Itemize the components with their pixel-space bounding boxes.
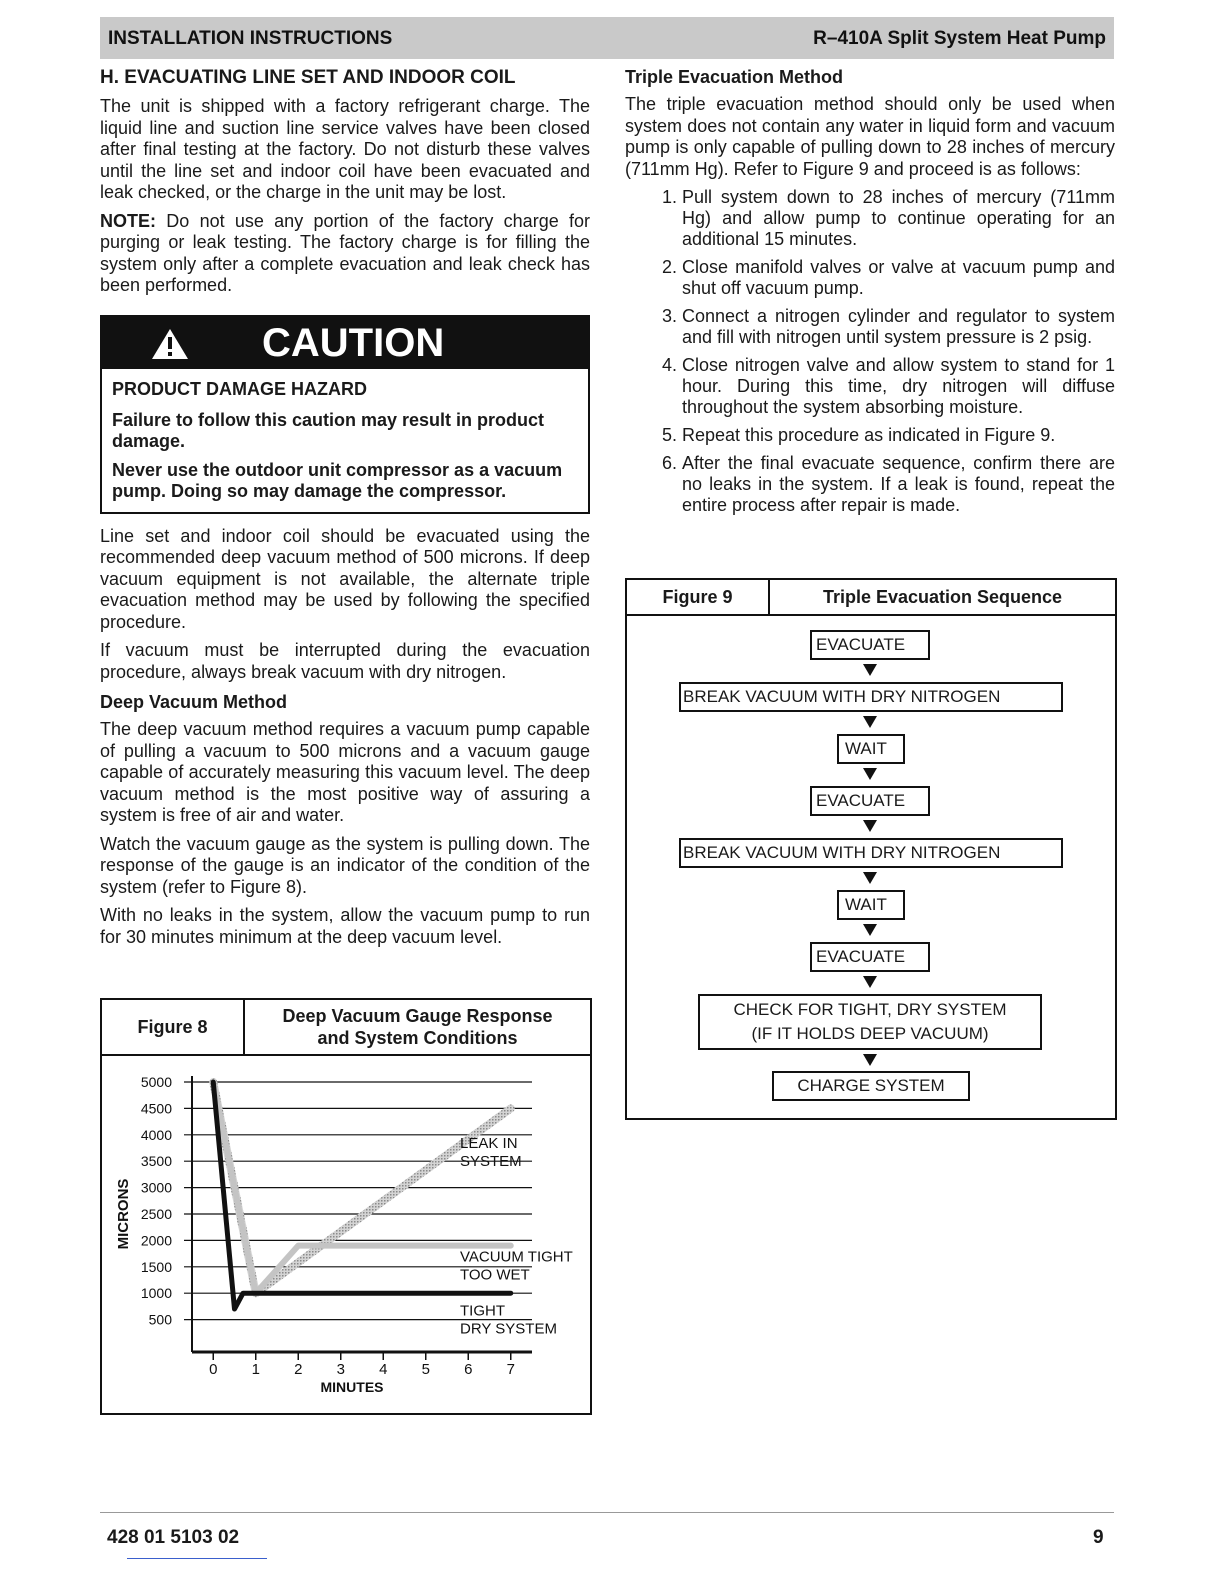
header-title: INSTALLATION INSTRUCTIONS xyxy=(108,28,393,49)
y-tick-label: 4000 xyxy=(140,1126,172,1143)
figure-9-header xyxy=(627,580,1115,616)
list-item: 1. Pull system down to 28 inches of mercury (711mm Hg) and allow pump to continue operating for an additional 15 minutes. xyxy=(682,187,1115,250)
figure-8-title xyxy=(245,1000,590,1054)
footer-divider xyxy=(100,1512,1114,1513)
arrow-down-icon xyxy=(863,872,877,884)
flow-step-wait: WAIT xyxy=(837,734,905,764)
y-tick-label: 2500 xyxy=(140,1206,172,1222)
series-label: LEAK IN xyxy=(460,1135,518,1152)
figure-8-title-line: and System Conditions xyxy=(317,1028,518,1048)
x-tick-label: 6 xyxy=(464,1361,473,1378)
note-label: NOTE: xyxy=(100,210,156,231)
warning-triangle-icon xyxy=(150,327,190,361)
section-title: H. EVACUATING LINE SET AND INDOOR COIL xyxy=(100,67,516,88)
flow-step-evacuate: EVACUATE xyxy=(810,630,930,660)
caution-hazard: PRODUCT DAMAGE HAZARD xyxy=(112,378,367,399)
flow-step-break-vacuum: BREAK VACUUM WITH DRY NITROGEN xyxy=(679,838,1063,868)
list-item: 6. After the final evacuate sequence, confirm there are no leaks in the system. If a leak is found, repeat the entire process after repair is made. xyxy=(682,453,1115,516)
y-tick-label: 5000 xyxy=(140,1074,172,1090)
figure-8-label: Figure 8 xyxy=(102,1000,245,1054)
figure-8 xyxy=(100,998,592,1415)
flow-step-evacuate: EVACUATE xyxy=(810,786,930,816)
x-tick-label: 4 xyxy=(379,1361,388,1378)
flow-step-charge: CHARGE SYSTEM xyxy=(772,1071,970,1101)
y-axis-label: MICRONS xyxy=(115,1178,132,1250)
note-text: Do not use any portion of the factory charge for purging or leak testing. The factory charge is for filling the system only after a complete evacuation and leak check has been performed. xyxy=(100,210,590,295)
header-bar xyxy=(100,17,1114,59)
arrow-down-icon xyxy=(863,1054,877,1066)
x-tick-label: 3 xyxy=(336,1361,345,1378)
paragraph: The triple evacuation method should only be used when system does not contain any water in liquid form and vacuum pump is only capable of pulling down to 28 inches of mercury (711mm Hg). Refer to Figure 9 and proceed is as follows: xyxy=(625,94,1115,179)
x-tick-label: 0 xyxy=(209,1361,218,1378)
list-item: 4. Close nitrogen valve and allow system to stand for 1 hour. During this time, dry nitrogen will diffuse throughout the system absorbing moisture. xyxy=(682,355,1115,418)
series-label: TIGHT xyxy=(460,1302,505,1320)
figure-9-label: Figure 9 xyxy=(627,580,770,614)
page-number: 9 xyxy=(1093,1527,1104,1548)
y-tick-label: 1500 xyxy=(140,1258,172,1275)
series-label: DRY SYSTEM xyxy=(460,1320,557,1338)
flow-step-check-line: (IF IT HOLDS DEEP VACUUM) xyxy=(751,1024,989,1043)
footer-underline xyxy=(127,1558,267,1559)
figure-8-header xyxy=(102,1000,590,1056)
arrow-down-icon xyxy=(863,924,877,936)
paragraph: If vacuum must be interrupted during the evacuation procedure, always break vacuum with dry nitrogen. xyxy=(100,640,590,682)
paragraph: The deep vacuum method requires a vacuum pump capable of pulling a vacuum to 500 microns and a vacuum gauge capable of accurately measuring this vacuum level. The deep vacuum method is the most positive way of assuring a system is free of air and water. xyxy=(100,719,590,825)
caution-header xyxy=(102,317,588,369)
note-paragraph xyxy=(100,211,590,297)
x-tick-label: 5 xyxy=(421,1361,430,1378)
flowchart xyxy=(627,616,1115,1116)
caution-body xyxy=(102,369,588,512)
deep-vacuum-title: Deep Vacuum Method xyxy=(100,692,288,712)
list-item: 3. Connect a nitrogen cylinder and regulator to system and fill with nitrogen until system pressure is 2 psig. xyxy=(682,306,1115,348)
caution-title: CAUTION xyxy=(262,320,445,365)
y-tick-label: 3500 xyxy=(140,1153,172,1170)
y-tick-label: 3000 xyxy=(140,1179,172,1196)
y-tick-label: 500 xyxy=(148,1311,172,1328)
y-tick-label: 2000 xyxy=(140,1232,172,1249)
figure-8-title-line: Deep Vacuum Gauge Response xyxy=(282,1006,553,1026)
series-label: VACUUM TIGHT xyxy=(460,1248,573,1266)
paragraph: With no leaks in the system, allow the vacuum pump to run for 30 minutes minimum at the deep vacuum level. xyxy=(100,905,590,947)
x-tick-label: 7 xyxy=(506,1361,515,1378)
caution-box xyxy=(100,315,590,514)
flow-step-check-line: CHECK FOR TIGHT, DRY SYSTEM xyxy=(733,1000,1007,1019)
figure-9 xyxy=(625,578,1117,1120)
caution-line: Never use the outdoor unit compressor as a vacuum pump. Doing so may damage the compressor. xyxy=(112,459,563,501)
left-column xyxy=(100,66,590,955)
list-item: 5. Repeat this procedure as indicated in Figure 9. xyxy=(682,425,1115,446)
paragraph: Line set and indoor coil should be evacuated using the recommended deep vacuum method of 500 microns. If deep vacuum equipment is not available, the alternate triple evacuation method may be used by following the specified procedure. xyxy=(100,525,590,632)
paragraph: The unit is shipped with a factory refrigerant charge. The liquid line and suction line service valves have been closed after final testing at the factory. Do not disturb these valves until the line set and indoor coil have been evacuated and leak checked, or the charge in the unit may be lost. xyxy=(100,96,590,202)
flow-step-break-vacuum: BREAK VACUUM WITH DRY NITROGEN xyxy=(679,682,1063,712)
caution-line: Failure to follow this caution may result in product damage. xyxy=(112,409,545,451)
right-column xyxy=(625,66,1115,523)
document-number: 428 01 5103 02 xyxy=(107,1527,240,1548)
series-label: SYSTEM xyxy=(460,1153,522,1170)
y-tick-label: 4500 xyxy=(140,1100,172,1117)
y-tick-label: 1000 xyxy=(140,1285,172,1302)
flow-step-check xyxy=(698,994,1042,1050)
header-product: R–410A Split System Heat Pump xyxy=(813,28,1106,49)
step-list xyxy=(625,187,1115,516)
vacuum-chart xyxy=(102,1056,590,1411)
arrow-down-icon xyxy=(863,716,877,728)
series-label: TOO WET xyxy=(460,1266,530,1284)
flow-step-evacuate: EVACUATE xyxy=(810,942,930,972)
arrow-down-icon xyxy=(863,768,877,780)
triple-evacuation-title: Triple Evacuation Method xyxy=(625,67,844,87)
arrow-down-icon xyxy=(863,976,877,988)
x-axis-label: MINUTES xyxy=(320,1379,384,1395)
list-item: 2. Close manifold valves or valve at vacuum pump and shut off vacuum pump. xyxy=(682,257,1115,299)
arrow-down-icon xyxy=(863,664,877,676)
x-tick-label: 1 xyxy=(251,1361,260,1378)
x-tick-label: 2 xyxy=(294,1361,303,1378)
arrow-down-icon xyxy=(863,820,877,832)
figure-9-title: Triple Evacuation Sequence xyxy=(822,587,1063,607)
paragraph: Watch the vacuum gauge as the system is pulling down. The response of the gauge is an indicator of the condition of the system (refer to Figure 8). xyxy=(100,833,590,897)
flow-step-wait: WAIT xyxy=(837,890,905,920)
